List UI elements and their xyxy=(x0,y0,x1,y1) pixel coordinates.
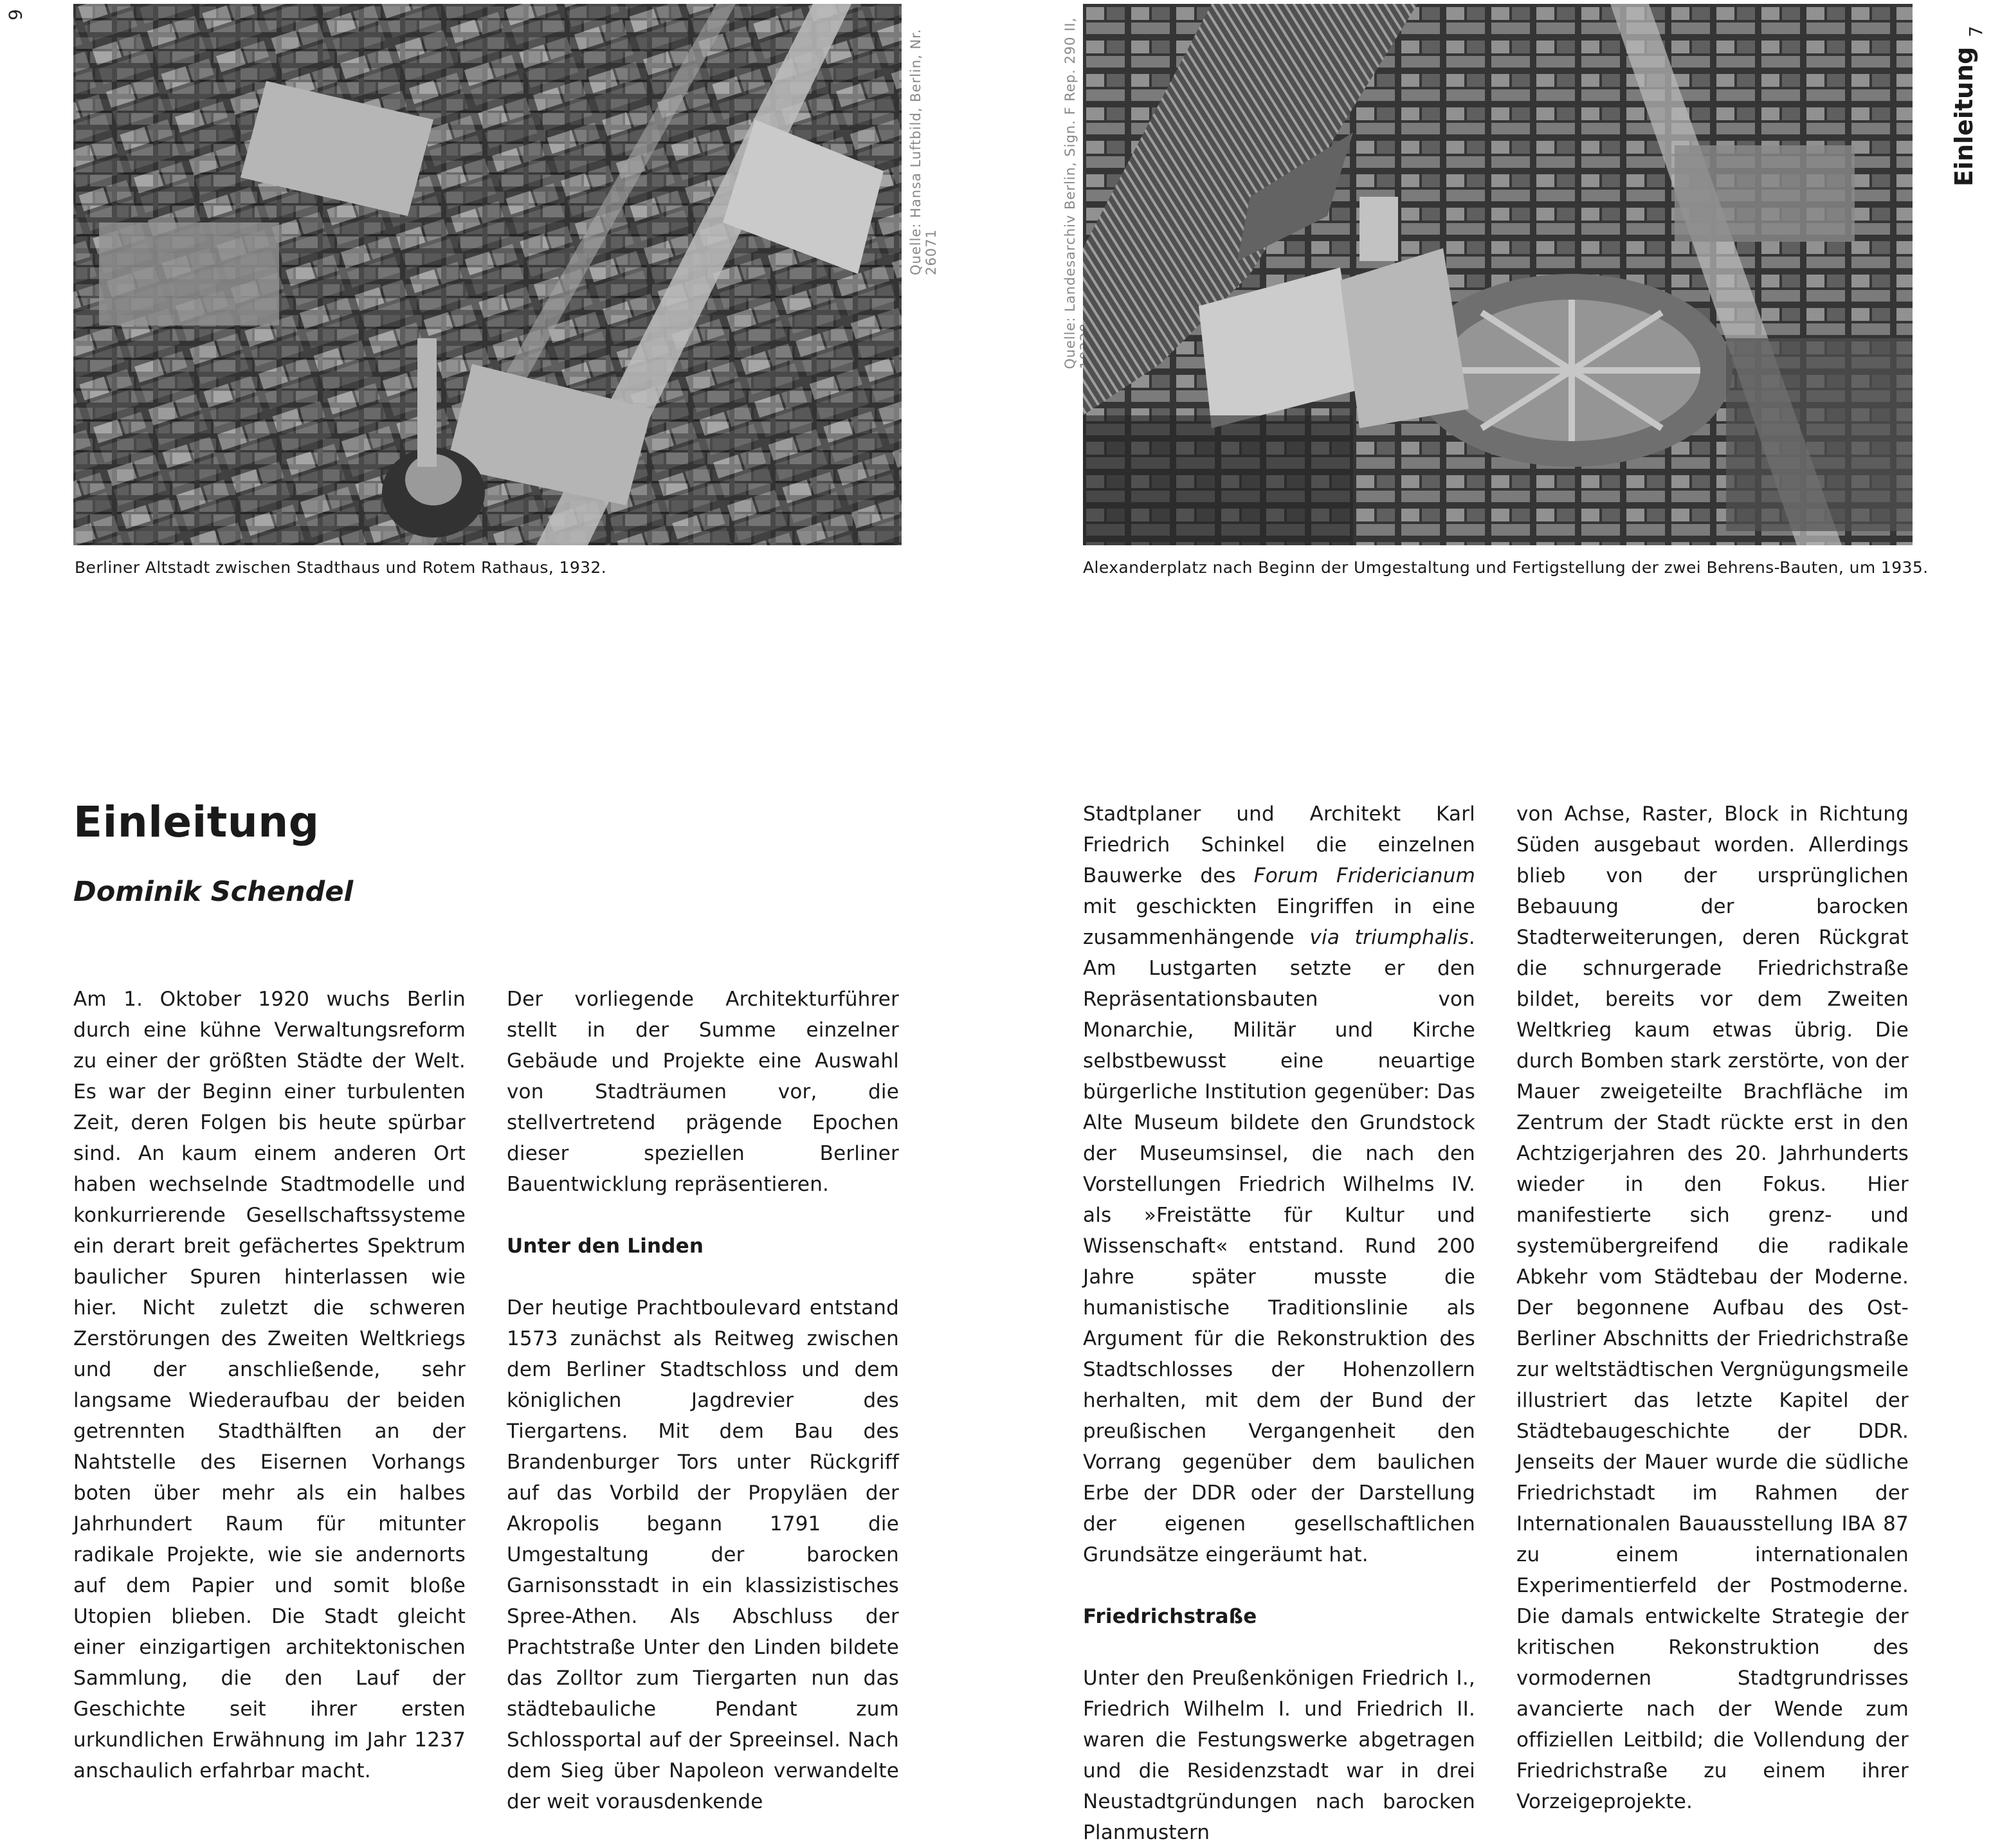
text-column-4 xyxy=(1516,799,1909,1817)
photo-credit-right: Quelle: Landesarchiv Berlin, Sign. F Rep. 290 II, xyxy=(1062,17,1078,369)
via-triumphalis-term: via triumphalis xyxy=(1309,926,1469,949)
friedrich-paragraph: Unter den Preußenkönigen Friedrich I., Friedrich Wilhelm I. und Friedrich II. waren die Festungswerke abgetragen und die Residenzstadt war in drei Neustadtgründungen nach barocken Planmustern xyxy=(1083,1667,1475,1844)
section-tab: Einleitung xyxy=(1950,46,1978,186)
photo-credit-left: Quelle: Hansa Luftbild, Berlin, Nr. 26071 xyxy=(908,28,939,275)
aerial-photo-alexanderplatz xyxy=(1083,4,1913,545)
friedrichstadt-paragraph: von Achse, Raster, Block in Richtung Süden ausgebaut worden. Allerdings blieb von der ursprünglichen Bebauung der barocken Stadterweiterungen, deren Rückgrat die schnurgerade Friedrichstraße bildet, bereits vor dem Zweiten Weltkrieg kaum etwas übrig. Die durch Bomben stark zerstörte, von der Mauer zweigeteilte Brachfläche im Zentrum der Stadt rückte erst in den Achtzigerjahren des 20. Jahrhunderts wieder in den Fokus. Hier manifestierte sich grenz- und systemübergreifend die radikale Abkehr vom Städtebau der Moderne. Der begonnene Aufbau des Ost-Berliner Abschnitts der Friedrichstraße zur weltstädtischen Vergnügungsmeile illustriert das letzte Kapitel der Städtebaugeschichte der DDR. Jenseits der Mauer wurde die südliche Friedrichstadt im Rahmen der Internationalen Bauausstellung IBA 87 zu einem internationalen Experimentierfeld der Postmoderne. Die damals entwickelte Strategie der kritischen Rekonstruktion des vormodernen Stadtgrundrisses avancierte nach der Wende zum offiziellen Leitbild; die Vollendung der Friedrichstraße zu einem ihrer Vorzeigeprojekte. xyxy=(1516,802,1909,1813)
forum-fridericianum-term: Forum Fridericianum xyxy=(1253,864,1475,887)
page-number-right: 7 xyxy=(1965,26,1986,37)
schinkel-text-c: . Am Lustgarten setzte er den Repräsentationsbauten von Monarchie, Militär und Kirche selbstbewusst eine neuartige bürgerliche Institution gegenüber: Das Alte Museum bildete den Grundstock der Museumsinsel, die nach den Vorstellungen Friedrich Wilhelms IV. als »Freistätte für Kultur und Wissenschaft« entstand. Rund 200 Jahre später musste die humanistische Traditionslinie als Argument für die Rekonstruktion des Stadtschlosses der Hohenzollern herhalten, mit dem der Bund der preußischen Vergangenheit den Vorrang gegenüber dem baulichen Erbe der DDR oder der Darstellung der eigenen gesellschaftlichen Grundsätze eingeräumt hat. xyxy=(1083,926,1475,1566)
heading-unter-den-linden: Unter den Linden xyxy=(507,1235,704,1258)
schinkel-text-b: mit geschickten Eingriffen in eine zusammenhängende xyxy=(1083,895,1475,949)
aerial-photo-altstadt xyxy=(73,4,902,545)
page-number-left: 6 xyxy=(5,9,26,21)
text-column-3 xyxy=(1083,799,1475,1848)
article-author: Dominik Schendel xyxy=(73,876,354,908)
photo-caption-right: Alexanderplatz nach Beginn der Umgestaltung und Fertigstellung der zwei Behrens-Bauten, um 1935. xyxy=(1083,558,1929,577)
intro-paragraph: Am 1. Oktober 1920 wuchs Berlin durch eine kühne Verwaltungsreform zu einer der größten Städte der Welt. Es war der Beginn einer turbulenten Zeit, deren Folgen bis heute spürbar sind. An kaum einem anderen Ort haben wechselnde Stadtmodelle und konkurrierende Gesellschaftssysteme ein derart breit gefächertes Spektrum baulicher Spuren hinterlassen wie hier. Nicht zuletzt die schweren Zerstörungen des Zweiten Weltkriegs und der anschließende, sehr langsame Wiederaufbau der beiden getrennten Stadthälften an der Nahtstelle des Eisernen Vorhangs boten über mehr als ein halbes Jahrhundert Raum für mitunter radikale Projekte, wie sie andernorts auf dem Papier und somit bloße Utopien blieben. Die Stadt gleicht einer einzigartigen architektonischen Sammlung, die den Lauf der Geschichte seit ihrer ersten urkundlichen Erwähnung im Jahr 1237 anschaulich erfahrbar macht. xyxy=(73,988,466,1782)
text-column-1 xyxy=(73,984,466,1786)
schinkel-paragraph xyxy=(1083,799,1475,1570)
schinkel-text-a: Stadtplaner und Architekt Karl Friedrich Schinkel die einzelnen Bauwerke des xyxy=(1083,802,1475,887)
linden-paragraph: Der heutige Prachtboulevard entstand 1573 zunächst als Reitweg zwischen dem Berliner Stadtschloss und dem königlichen Jagdrevier des Tiergartens. Mit dem Bau des Brandenburger Tors unter Rückgriff auf das Vorbild der Propyläen der Akropolis begann 1791 die Umgestaltung der barocken Garnisonsstadt in ein klassizistisches Spree-Athen. Als Abschluss der Prachtstraße Unter den Linden bildete das Zolltor zum Tiergarten nun das städtebauliche Pendant zum Schlossportal auf der Spreeinsel. Nach dem Sieg über Napoleon verwandelte der weit vorausdenkende xyxy=(507,1296,899,1813)
heading-friedrichstrasse: Friedrichstraße xyxy=(1083,1605,1257,1628)
guide-intro-paragraph: Der vorliegende Architekturführer stellt in der Summe einzelner Gebäude und Projekte eine Auswahl von Stadträumen vor, die stellvertretend prägende Epochen dieser speziellen Berliner Bauentwicklung repräsentieren. xyxy=(507,988,899,1196)
article-title: Einleitung xyxy=(73,797,320,847)
photo-caption-left: Berliner Altstadt zwischen Stadthaus und Rotem Rathaus, 1932. xyxy=(75,558,607,577)
